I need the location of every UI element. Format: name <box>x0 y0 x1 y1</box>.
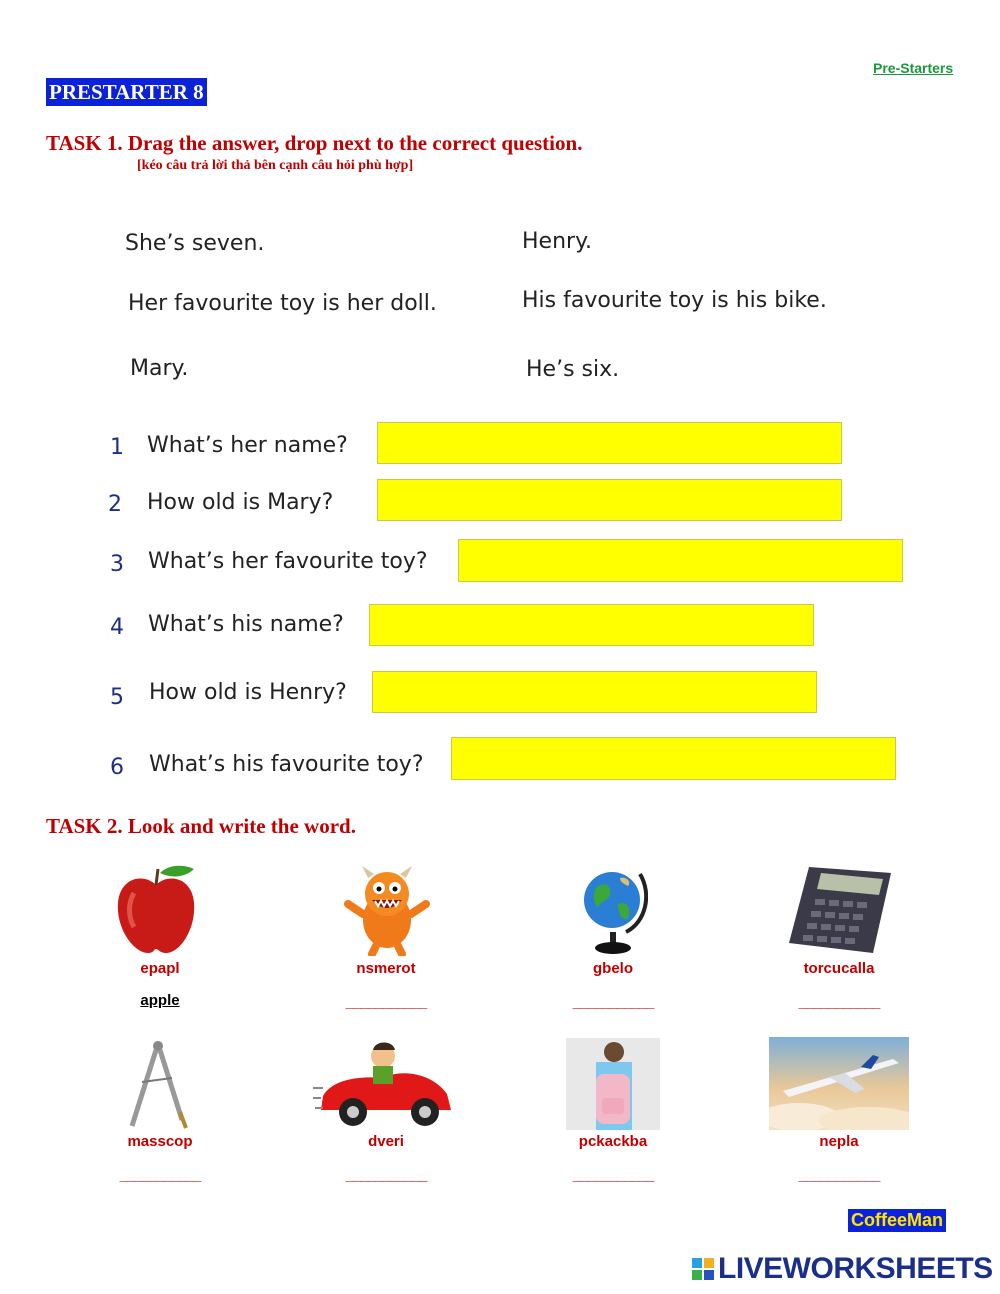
answer-input[interactable]: ___________ <box>572 994 654 1011</box>
compass-icon <box>126 1038 192 1130</box>
liveworksheets-logo-icon <box>692 1258 714 1280</box>
answer-option[interactable]: Mary. <box>130 356 189 381</box>
answer-input[interactable]: ___________ <box>798 994 880 1011</box>
drop-zone[interactable] <box>458 539 903 582</box>
question-number: 3 <box>110 552 124 577</box>
answer-input[interactable]: ___________ <box>798 1167 880 1184</box>
drop-zone[interactable] <box>377 422 842 464</box>
answer-option[interactable]: His favourite toy is his bike. <box>522 288 827 313</box>
liveworksheets-wordmark: LIVEWORKSHEETS <box>718 1252 993 1285</box>
answer-option[interactable]: She’s seven. <box>125 231 265 256</box>
question-number: 4 <box>110 615 124 640</box>
answer-input[interactable]: ___________ <box>345 1167 427 1184</box>
backpack-icon <box>566 1038 660 1130</box>
answer-input[interactable]: ___________ <box>572 1167 654 1184</box>
answer-option[interactable]: He’s six. <box>526 357 620 382</box>
task1-subheading: [kéo câu trả lời thả bên cạnh câu hỏi phù hợp] <box>137 158 414 173</box>
answer-option[interactable]: Henry. <box>522 229 592 254</box>
question-number: 2 <box>108 492 122 517</box>
question-text: What’s his favourite toy? <box>149 752 424 777</box>
plane-icon <box>769 1037 909 1130</box>
drop-zone[interactable] <box>377 479 842 521</box>
worksheet-title-badge: PRESTARTER 8 <box>46 78 207 106</box>
apple-icon <box>114 863 198 955</box>
scrambled-word: pckackba <box>578 1133 648 1150</box>
drop-zone[interactable] <box>451 737 896 780</box>
monster-icon <box>342 864 432 956</box>
globe-icon <box>582 864 648 956</box>
scrambled-word: gbelo <box>593 960 633 977</box>
author-badge: CoffeeMan <box>848 1209 946 1232</box>
question-text: What’s her favourite toy? <box>148 549 428 574</box>
answer-option[interactable]: Her favourite toy is her doll. <box>128 291 437 316</box>
scrambled-word: torcucalla <box>803 960 875 977</box>
scrambled-word: epapl <box>140 960 180 977</box>
question-number: 6 <box>110 755 124 780</box>
drop-zone[interactable] <box>369 604 814 646</box>
drop-zone[interactable] <box>372 671 817 713</box>
question-number: 5 <box>110 685 124 710</box>
scrambled-word: dveri <box>368 1133 404 1150</box>
calculator-icon <box>785 863 895 955</box>
answer-input[interactable]: ___________ <box>345 994 427 1011</box>
scrambled-word: masscop <box>127 1133 193 1150</box>
answer-input[interactable]: apple <box>140 992 180 1009</box>
scrambled-word: nepla <box>819 1133 859 1150</box>
question-text: What’s his name? <box>148 612 344 637</box>
scrambled-word: nsmerot <box>356 960 416 977</box>
question-text: How old is Henry? <box>149 680 347 705</box>
pre-starters-link[interactable]: Pre-Starters <box>873 60 954 76</box>
answer-input[interactable]: ___________ <box>119 1167 201 1184</box>
question-text: What’s her name? <box>147 433 348 458</box>
task1-heading: TASK 1. Drag the answer, drop next to the correct question. <box>46 131 583 155</box>
question-text: How old is Mary? <box>147 490 334 515</box>
car-driver-icon <box>313 1038 457 1130</box>
question-number: 1 <box>110 435 124 460</box>
task2-heading: TASK 2. Look and write the word. <box>46 814 356 838</box>
